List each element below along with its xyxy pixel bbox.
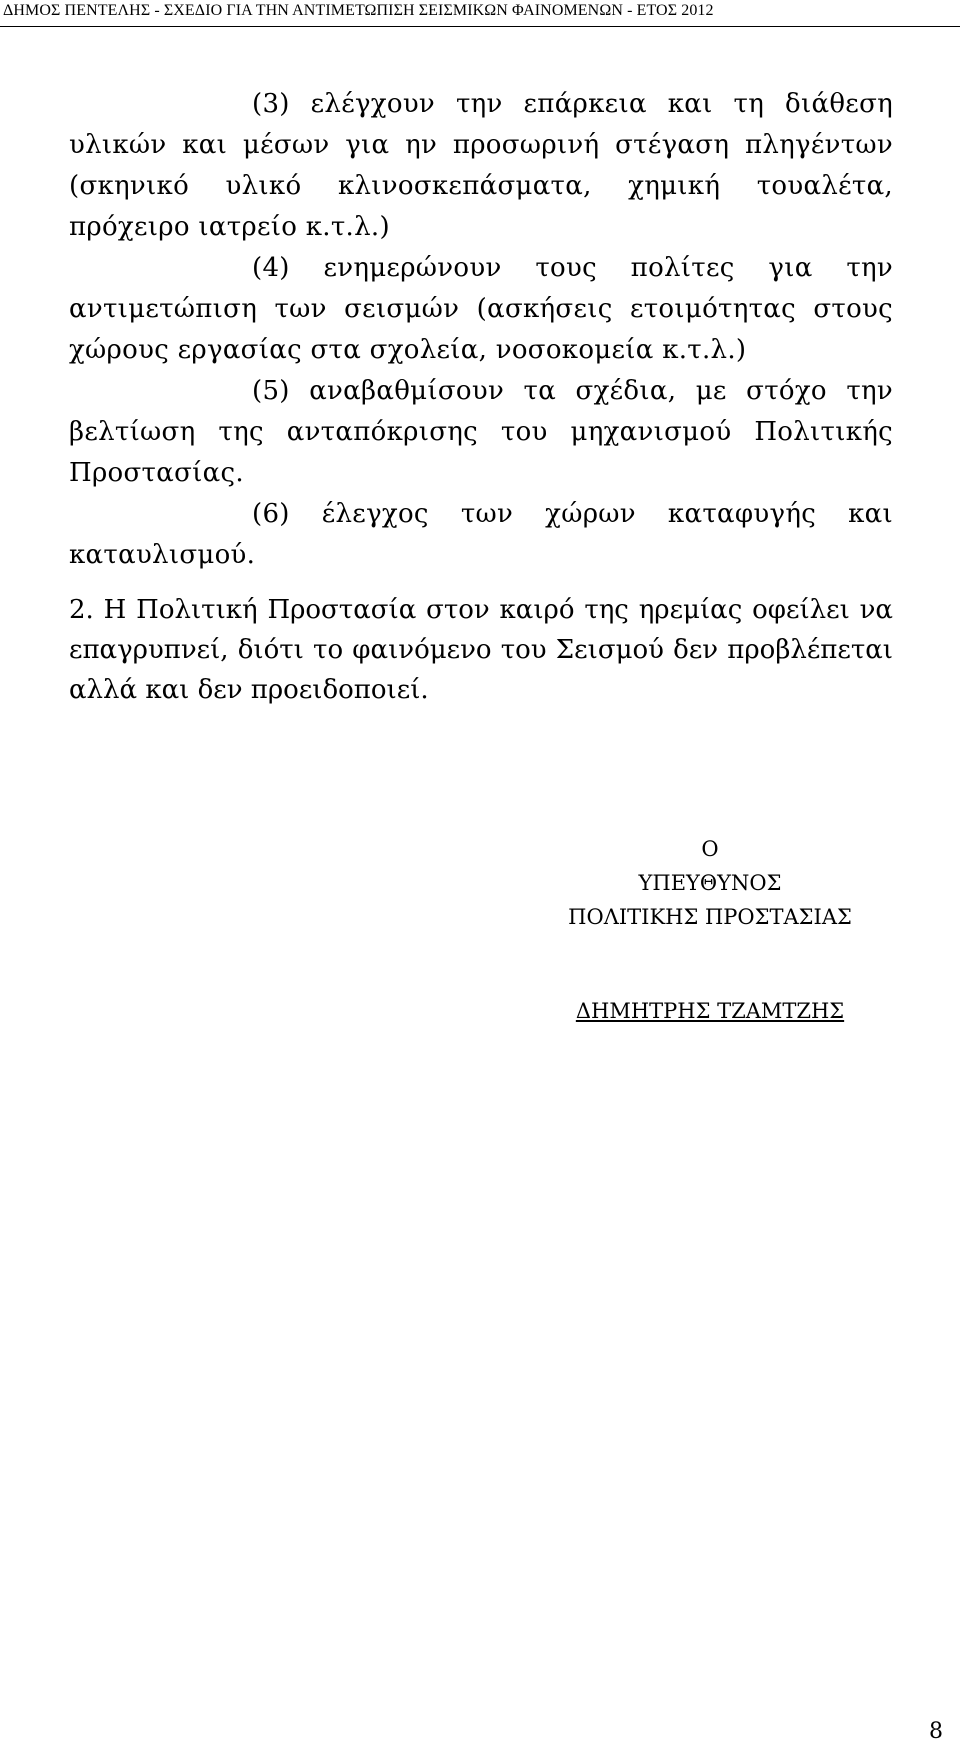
signature-name: ΔΗΜΗΤΡΗΣ ΤΖΑΜΤΖΗΣ bbox=[575, 999, 845, 1023]
paragraph-6: (6) έλεγχος των χώρων καταφυγής και καταυλισμού. bbox=[69, 499, 893, 570]
paragraph-4: (4) ενημερώνουν τους πολίτες για την αντιμετώπιση των σεισμών (ασκήσεις ετοιμότητας στους χώρους εργασίας στα σχολεία, νοσοκομεία κ.τ.λ.) bbox=[69, 253, 893, 365]
signature-department: ΠΟΛΙΤΙΚΗΣ ΠΡΟΣΤΑΣΙΑΣ bbox=[568, 905, 852, 929]
paragraph-3: (3) ελέγχουν την επάρκεια και τη διάθεση υλικών και μέσων για ην προσωρινή στέγαση πληγέντων (σκηνικό υλικό κλινοσκεπάσματα, χημική τουαλέτα, πρόχειρο ιατρείο κ.τ.λ.) bbox=[69, 89, 893, 242]
signature-article: Ο bbox=[701, 837, 719, 861]
page-number: 8 bbox=[929, 1719, 943, 1744]
signature-role: ΥΠΕΥΘΥΝΟΣ bbox=[638, 871, 782, 895]
signature-block bbox=[540, 832, 880, 1028]
document-body bbox=[69, 84, 893, 710]
paragraph-item-2: 2. Η Πολιτική Προστασία στον καιρό της ηρεμίας οφείλει να επαγρυπνεί, διότι το φαινόμενο του Σεισμού δεν προβλέπεται αλλά και δεν προειδοποιεί. bbox=[69, 595, 893, 705]
page-header bbox=[0, 0, 960, 27]
paragraph-5: (5) αναβαθμίσουν τα σχέδια, με στόχο την βελτίωση της ανταπόκρισης του μηχανισμού Πολιτικής Προστασίας. bbox=[69, 376, 893, 488]
header-title: ΔΗΜΟΣ ΠΕΝΤΕΛΗΣ - ΣΧΕΔΙΟ ΓΙΑ ΤΗΝ ΑΝΤΙΜΕΤΩΠΙΣΗ ΣΕΙΣΜΙΚΩΝ ΦΑΙΝΟΜΕΝΩΝ - ΕΤΟΣ 2012 bbox=[3, 2, 714, 19]
